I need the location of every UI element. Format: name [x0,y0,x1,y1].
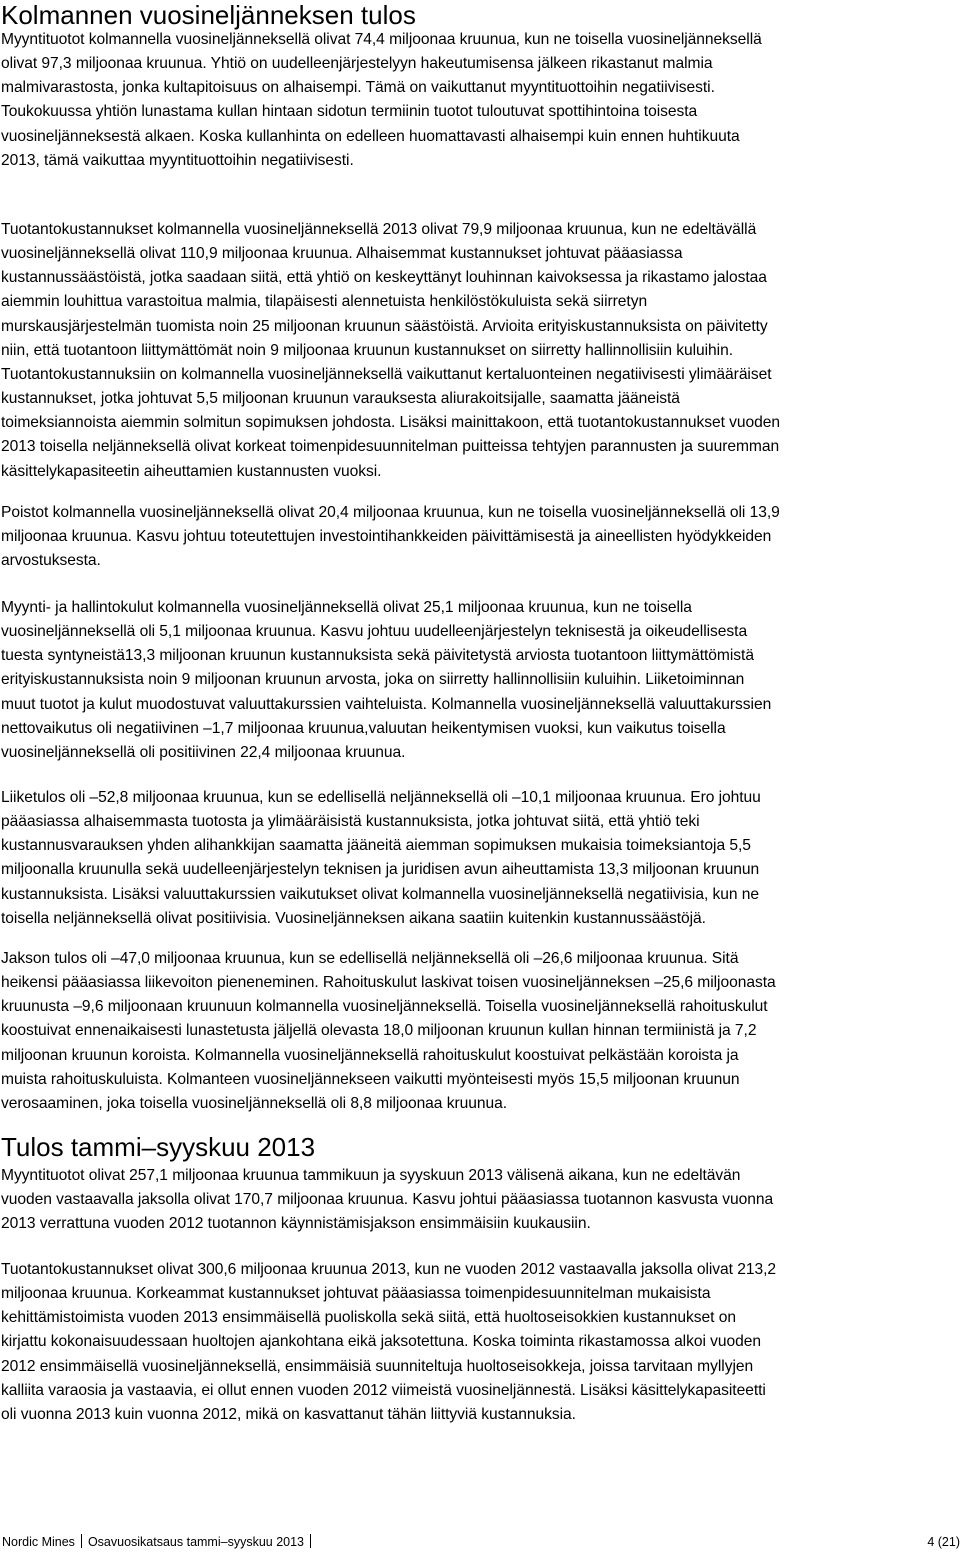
text-line: toisella neljänneksellä olivat positiivisia. Vuosineljänneksen aikana saatiin kuitenkin kustannussäästöjä. [1,909,706,927]
text-line: vuoden vastaavalla jaksolla olivat 170,7 miljoonaa kruunua. Kasvu johtui pääasiassa tuotannon kasvusta vuonna [1,1191,774,1209]
text-line: pääasiassa alhaisemmasta tuotosta ja ylimääräisistä kustannuksista, jotka johtuvat siitä, että yhtiö teki [1,813,700,831]
text-line: vuosineljänneksestä alkaen. Koska kullanhinta on edelleen huomattavasti alhaisempi kuin ennen huhtikuuta [1,127,740,145]
footer-company: Nordic Mines [2,1535,75,1549]
text-line: niin, että tuotantoon liittymättömät noin 9 miljoonaa kruunun kustannukset on siirretty hallinnollisiin kuluihin. [1,341,734,359]
text-line: kustannuksista. Lisäksi valuuttakurssien vaikutukset olivat kolmannella vuosineljänneksellä negatiivisia, kun ne [1,885,760,903]
text-line: Toukokuussa yhtiön lunastama kullan hintaan sidotun termiinin tuotot tuloutuvat spottihintoina toisesta [1,103,698,121]
text-line: miljoonaa kruunua. Korkeammat kustannukset johtuvat pääasiassa toimenpidesuunnitelman mukaisista [1,1285,711,1303]
text-line: 2013, tämä vaikuttaa myyntituottoihin negatiivisesti. [1,151,354,169]
text-line: kehittämistoimista vuoden 2013 ensimmäisellä puoliskolla sekä siitä, että huoltoseisokkien kustannukset on [1,1309,736,1327]
text-line: vuosineljänneksellä oli positiivinen 22,4 miljoonaa kruunua. [1,743,406,761]
footer-separator [310,1534,311,1548]
text-line: koostuivat ennenaikaisesti lunastetusta jäljellä olevasta 18,0 miljoonan kruunun kullan hinnan termiinistä ja 7,2 [1,1022,757,1040]
text-line: kustannukset, jotka johtuvat 5,5 miljoonan kruunun varauksesta aliurakoitsijalle, saamatta jääneistä [1,390,680,408]
footer-page-number: 4 (21) [927,1535,960,1549]
paragraph-period-result [1,947,960,1116]
text-line: Tuotantokustannuksiin on kolmannella vuosineljänneksellä vaikuttanut kertaluonteinen negatiivisesti ylimääräiset [1,365,772,383]
text-line: toimeksiannoista aiemmin solmitun sopimuksen johdosta. Lisäksi mainittakoon, että tuotantokustannukset vuoden [1,414,781,432]
paragraph-operating-result [1,786,960,931]
footer-separator [81,1534,82,1548]
text-line: kustannusvarauksen yhden alihankkijan saamatta jääneitä aiemman sopimuksen mukaisia toimeksiantoja 5,5 [1,837,751,855]
paragraph-production-costs [1,218,960,484]
text-line: muista rahoituskuluista. Kolmanteen vuosineljännekseen vaikutti myönteisesti myös 15,5 miljoonan kruunun [1,1070,740,1088]
text-line: Myynti- ja hallintokulut kolmannella vuosineljänneksellä olivat 25,1 miljoonaa kruunua, kun ne toisella [1,599,692,616]
text-line: aiemmin louhittua varastoitua malmia, tilapäisesti alennetuista henkilöstökuluista sekä siirretyn [1,293,648,311]
text-line: muut tuotot ja kulut muodostuvat valuuttakurssien vaihteluista. Kolmannella vuosineljänneksellä valuuttakurssien [1,695,772,713]
text-line: nettovaikutus oli negatiivinen –1,7 miljoonaa kruunua,valuutan heikentymisen vuoksi, kun vaikutus toisella [1,719,726,737]
section-heading-q3-result: Kolmannen vuosineljänneksen tulos [1,0,416,30]
text-line: käsittelykapasiteetin aiheuttamien kustannusten vuoksi. [1,462,382,480]
section-heading-jan-sep-result: Tulos tammi–syyskuu 2013 [1,1132,316,1162]
text-line: heikensi pääasiassa liikevoiton pieneneminen. Rahoituskulut laskivat toisen vuosineljänneksen –25,6 miljoonasta [1,974,776,992]
text-line: miljoonaa kruunua. Kasvu johtuu toteutettujen investointihankkeiden päivittämisestä ja aineellisten hyödykkeiden [1,528,772,546]
paragraph-jan-sep-production-costs [1,1258,960,1427]
paragraph-jan-sep-sales [1,1164,960,1236]
text-line: Jakson tulos oli –47,0 miljoonaa kruunua, kun se edellisellä neljänneksellä oli –26,6 miljoonaa kruunua. Sitä [1,950,739,967]
text-line: Myyntituotot olivat 257,1 miljoonaa kruunua tammikuun ja syyskuun 2013 välisenä aikana, kun ne edeltävän [1,1167,741,1184]
text-line: verosaaminen, joka toisella vuosineljänneksellä oli 8,8 miljoonaa kruunua. [1,1094,507,1112]
paragraph-depreciation [1,501,960,573]
text-line: Tuotantokustannukset olivat 300,6 miljoonaa kruunua 2013, kun ne vuoden 2012 vastaavalla jaksolla olivat 213,2 [1,1261,777,1278]
text-line: 2013 toisella neljänneksellä olivat korkeat toimenpidesuunnitelman puitteissa tehtyjen parannusten ja suuremman [1,438,780,456]
text-line: kirjattu kokonaisuudessaan huoltojen ajankohtana eikä jaksotettuna. Koska toiminta rikastamossa alkoi vuoden [1,1333,762,1351]
text-line: kustannussäästöistä, jotka saadaan siitä, että yhtiö on keskeyttänyt louhinnan kaivoksessa ja rikastamo jalostaa [1,269,767,287]
text-line: miljoonan kruunun koroista. Kolmannella vuosineljänneksellä rahoituskulut koostuivat pelkästään koroista ja [1,1046,739,1064]
text-line: Myyntituotot kolmannella vuosineljänneksellä olivat 74,4 miljoonaa kruunua, kun ne toisella vuosineljänneksellä [1,31,762,48]
text-line: malmivarastosta, jonka kultapitoisuus on alhaisempi. Tämä on vaikuttanut myyntituottoihin negatiivisesti. [1,79,715,97]
text-line: oli vuonna 2013 kuin vuonna 2012, mikä on kasvattanut tähän liittyviä kustannuksia. [1,1405,576,1423]
paragraph-admin-expenses [1,596,960,765]
text-line: 2012 ensimmäisellä vuosineljänneksellä, ensimmäisiä suunniteltuja huoltoseisokkeja, joissa tarvitaan myllyjen [1,1357,754,1375]
text-line: murskausjärjestelmän tuomista noin 25 miljoonan kruunun säästöistä. Arvioita erityiskustannuksista on päivitetty [1,317,768,335]
text-line: tuesta syntyneistä13,3 miljoonan kruunun kustannuksista sekä päivitetystä arviosta tuotantoon liittymättömistä [1,647,754,665]
text-line: vuosineljänneksellä olivat 110,9 miljoonaa kruunua. Alhaisemmat kustannukset johtuvat pääasiassa [1,245,683,263]
text-line: kalliita varaosia ja vastaavia, ei ollut ennen vuoden 2012 viimeistä vuosineljännestä. Lisäksi käsittelykapasiteetti [1,1381,766,1399]
text-line: kruunusta –9,6 miljoonaan kruunuun kolmannella vuosineljänneksellä. Toisella vuosineljänneksellä rahoituskulut [1,998,768,1016]
paragraph-sales-revenue [1,28,960,173]
text-line: Liiketulos oli –52,8 miljoonaa kruunua, kun se edellisellä neljänneksellä oli –10,1 miljoonaa kruunua. Ero johtuu [1,789,761,806]
text-line: miljoonalla kruunulla sekä uudelleenjärjestelyn teknisen ja juridisen avun aiheuttamista 13,3 miljoonan kruunun [1,861,760,879]
text-line: Poistot kolmannella vuosineljänneksellä olivat 20,4 miljoonaa kruunua, kun ne toisella vuosineljänneksellä oli 13,9 [1,504,780,521]
footer-left [2,1534,317,1550]
text-line: erityiskustannuksista noin 9 miljoonan kruunun arvosta, joka on siirretty hallinnollisiin kuluihin. Liiketoiminnan [1,671,745,689]
footer-report-title: Osavuosikatsaus tammi–syyskuu 2013 [87,1535,305,1549]
text-line: Tuotantokustannukset kolmannella vuosineljänneksellä 2013 olivat 79,9 miljoonaa kruunua, kun ne edeltävällä [1,221,757,238]
text-line: 2013 verrattuna vuoden 2012 tuotannon käynnistämisjakson ensimmäisiin kuukausiin. [1,1215,591,1233]
text-line: arvostuksesta. [1,552,101,570]
text-line: olivat 97,3 miljoonaa kruunua. Yhtiö on uudelleenjärjestelyyn hakeutumisensa jälkeen rikastanut malmia [1,55,713,73]
text-line: vuosineljänneksellä oli 5,1 miljoonaa kruunua. Kasvu johtuu uudelleenjärjestelyn teknisestä ja oikeudellisesta [1,623,748,641]
